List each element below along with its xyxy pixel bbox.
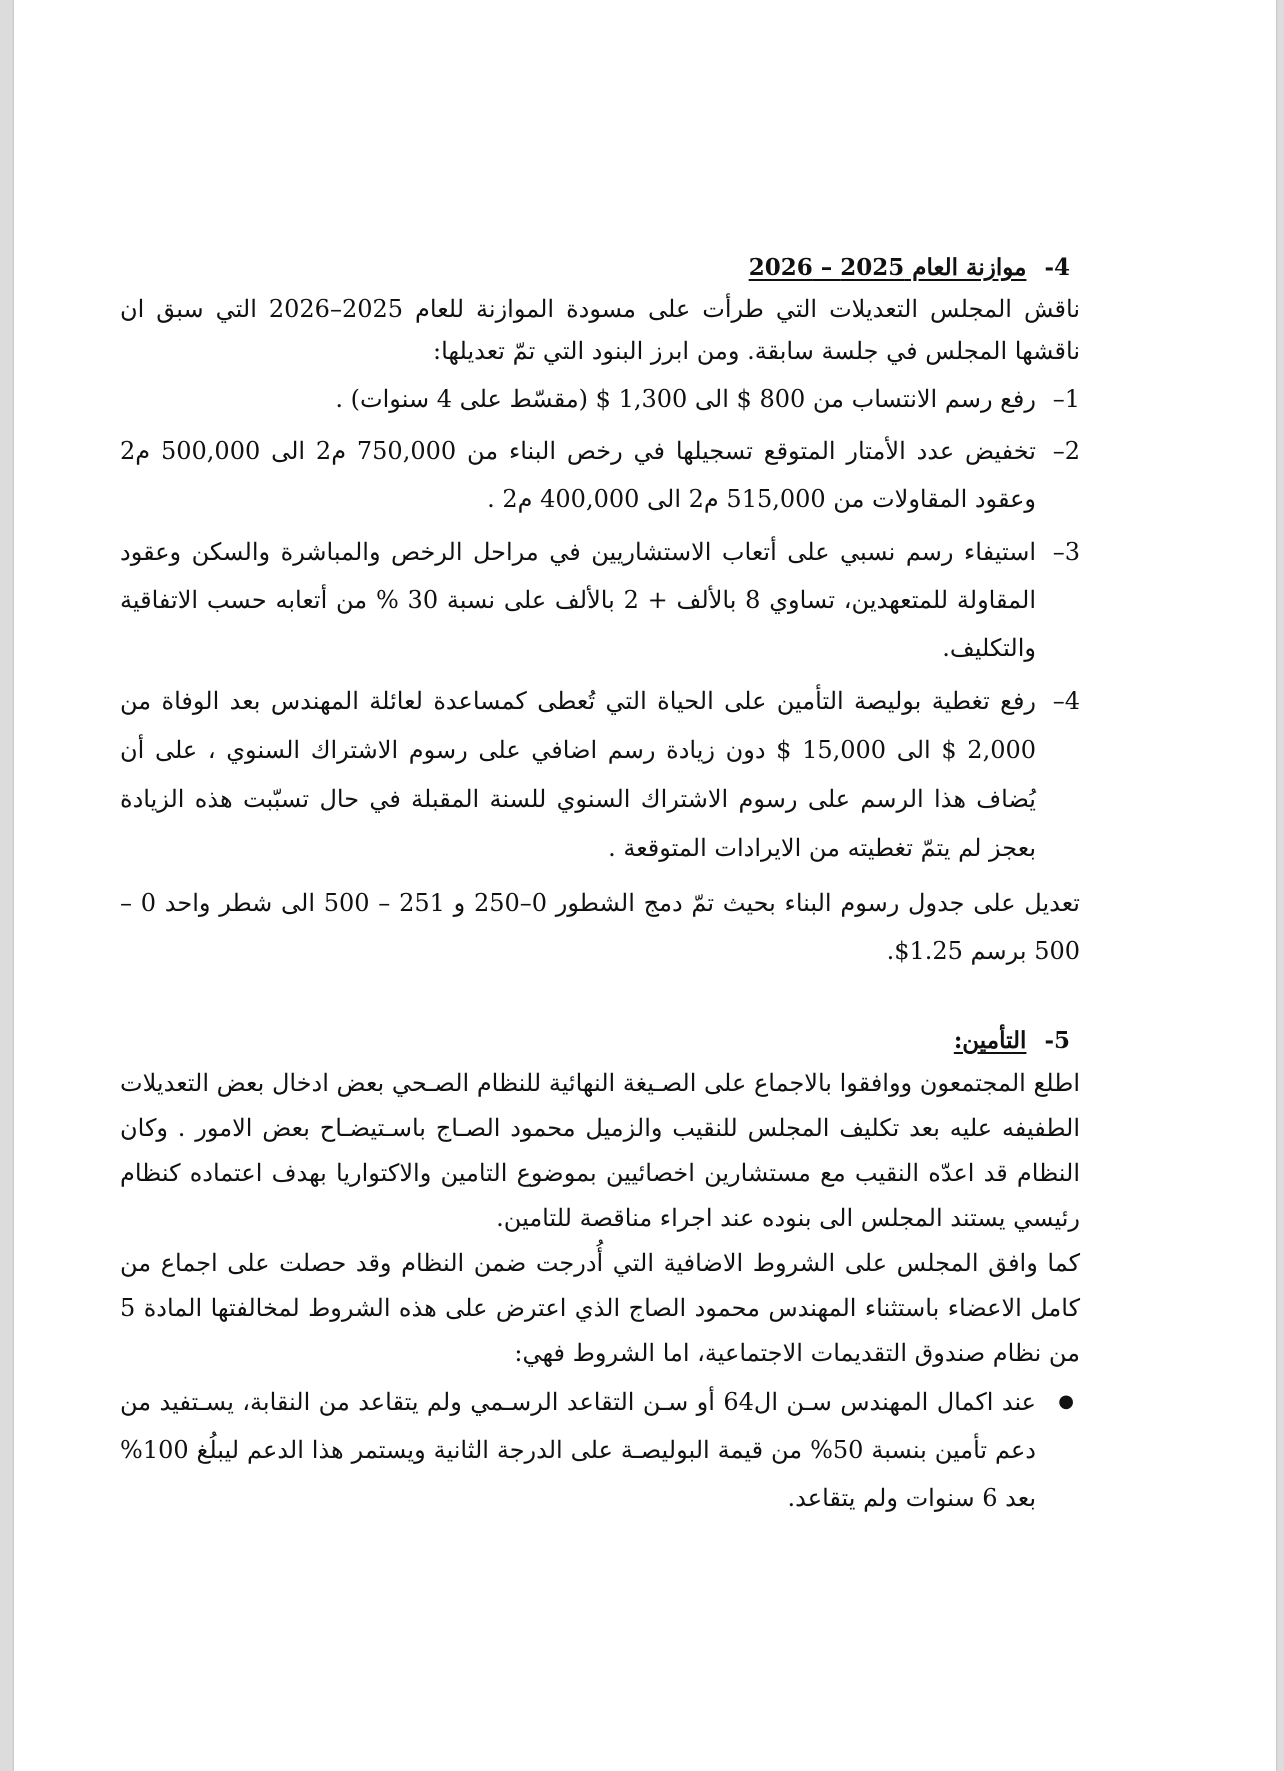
section-4-number: 4-: [1044, 254, 1070, 281]
section-5-title: التأمين:: [953, 1027, 1027, 1054]
document-page: [14, 0, 1276, 1771]
fee-table-note: تعديل على جدول رسوم البناء بحيث تمّ دمج الشطور 0–250 و 251 – 500 الى شطر واحد 0 – 500 برسم 1.25$.: [120, 889, 1080, 965]
budget-item-marker: 1–: [1052, 385, 1080, 413]
section-5-number: 5-: [1044, 1027, 1070, 1054]
section-4-heading: [120, 248, 1080, 288]
bullet-icon: ●: [1058, 1391, 1074, 1412]
budget-item-text: رفع تغطية بوليصة التأمين على الحياة التي تُعطى كمساعدة لعائلة المهندس بعد الوفاة من 2,000 $ الى 15,000 $ دون زيادة رسم اضافي على رسوم الاشتراك السنوي ، على أن يُضاف هذا الرسم على رسوم الاشتراك السنوي للسنة المقبلة في حال تسبّبت هذه الزيادة بعجز لم يتمّ تغطيته من الايرادات المتوقعة .: [120, 687, 1037, 862]
insurance-condition-1: [120, 1378, 1080, 1522]
insurance-paragraph-2: كما وافق المجلس على الشروط الاضافية التي أُدرجت ضمن النظام وقد حصلت على اجماع من كامل الاعضاء باستثناء المهندس محمود الصاج الذي اعترض على هذه الشروط لمخالفتها المادة 5 من نظام صندوق التقديمات الاجتماعية، اما الشروط فهي:: [120, 1249, 1080, 1367]
section-4-title: موازنة العام 2025 – 2026: [748, 254, 1027, 281]
budget-item-1: [120, 377, 1080, 422]
insurance-paragraph-1: اطلع المجتمعون ووافقوا بالاجماع على الصـيغة النهائية للنظام الصـحي بعض ادخال بعض التعديلات الطفيفه عليه بعد تكليف المجلس للنقيب والزميل محمود الصـاج باسـتيضـاح بعض الامور . وكان النظام قد اعدّه النقيب مع مستشارين اخصائيين بموضوع التامين والاكتواريا بهدف اعتماده كنظام رئيسي يستند المجلس الى بنوده عند اجراء مناقصة للتامين.: [120, 1069, 1081, 1232]
budget-item-text: تخفيض عدد الأمتار المتوقع تسجيلها في رخص البناء من 750,000 م2 الى 500,000 م2 وعقود المقاولات من 515,000 م2 الى 400,000 م2 .: [120, 437, 1036, 513]
section-5-heading: [120, 1021, 1080, 1061]
section-spacer: [120, 975, 1080, 1021]
budget-item-3: [120, 528, 1080, 672]
budget-item-marker: 4–: [1052, 687, 1080, 715]
insurance-condition-text: عند اكمال المهندس سـن ال64 أو سـن التقاعد الرسـمي ولم يتقاعد من النقابة، يسـتفيد من دعم تأمين بنسبة 50% من قيمة البوليصـة على الدرجة الثانية ويستمر هذا الدعم ليبلُغ 100% بعد 6 سنوات ولم يتقاعد.: [120, 1388, 1037, 1512]
budget-item-2: [120, 427, 1080, 523]
section-4-intro: ناقش المجلس التعديلات التي طرأت على مسودة الموازنة للعام 2025–2026 التي سبق ان ناقشها المجلس في جلسة سابقة. ومن ابرز البنود التي تمّ تعديلها:: [120, 295, 1080, 365]
budget-item-text: استيفاء رسم نسبي على أتعاب الاستشاريين في مراحل الرخص والمباشرة والسكن وعقود المقاولة للمتعهدين، تساوي 8 بالألف + 2 بالألف على نسبة 30 % من أتعابه حسب الاتفاقية والتكليف.: [120, 538, 1036, 662]
budget-item-marker: 2–: [1052, 437, 1080, 465]
budget-item-text: رفع رسم الانتساب من 800 $ الى 1,300 $ (مقسّط على 4 سنوات) .: [335, 385, 1036, 413]
budget-item-marker: 3–: [1052, 538, 1080, 566]
document-content: [120, 248, 1080, 1522]
budget-item-4: [120, 677, 1080, 873]
